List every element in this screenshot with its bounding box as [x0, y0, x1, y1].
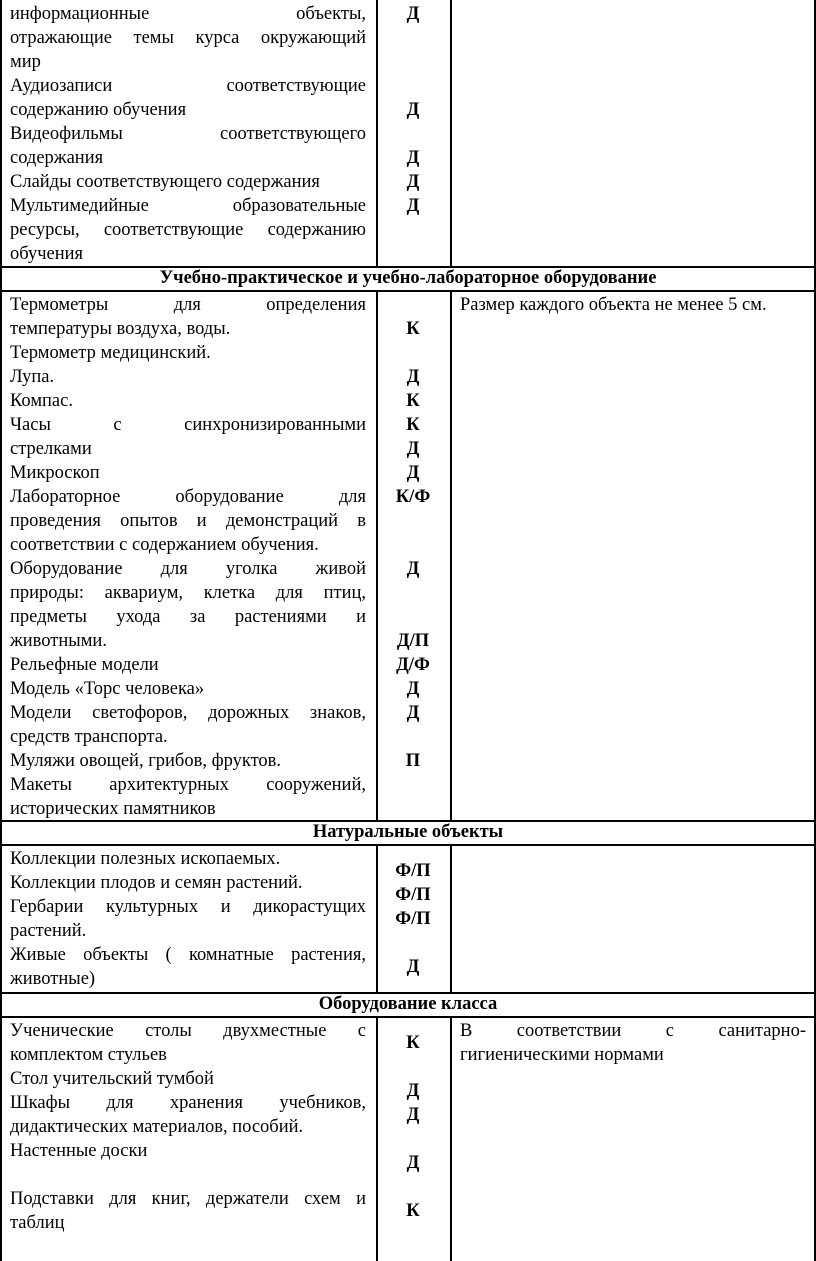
- quantity-code: К: [406, 391, 420, 411]
- item-text-line: Микроскоп: [10, 463, 100, 483]
- item-text-line: Макеты архитектурных сооружений,: [10, 775, 366, 795]
- item-text-line: Стол учительский тумбой: [10, 1069, 214, 1089]
- item-text-line: Оборудование для уголка живой: [10, 559, 366, 579]
- quantity-code: Д: [406, 439, 420, 459]
- item-text-line: стрелками: [10, 439, 92, 459]
- item-text-line: проведения опытов и демонстраций в: [10, 511, 366, 531]
- item-text-line: Видеофильмы соответствующего: [10, 124, 366, 144]
- item-text-line: обучения: [10, 244, 84, 264]
- quantity-code: Д: [406, 172, 420, 192]
- column-divider: [450, 1017, 452, 1261]
- item-text-line: Термометры для определения: [10, 295, 366, 315]
- quantity-code: Ф/П: [395, 861, 431, 881]
- item-text-line: предметы ухода за растениями и: [10, 607, 366, 627]
- item-text-line: Рельефные модели: [10, 655, 159, 675]
- item-text-line: содержанию обучения: [10, 100, 187, 120]
- class-note-line: В соответствии с санитарно-: [460, 1021, 806, 1041]
- quantity-code: Д: [406, 148, 420, 168]
- item-text-line: Муляжи овощей, грибов, фруктов.: [10, 751, 282, 771]
- quantity-code: Д: [406, 703, 420, 723]
- item-text-line: Часы с синхронизированными: [10, 415, 366, 435]
- item-text-line: средств транспорта.: [10, 727, 168, 747]
- item-text-line: природы: аквариум, клетка для птиц,: [10, 583, 366, 603]
- quantity-code: Ф/П: [395, 909, 431, 929]
- column-divider: [376, 0, 378, 267]
- item-text-line: Подставки для книг, держатели схем и: [10, 1189, 366, 1209]
- quantity-code: Д: [406, 957, 420, 977]
- quantity-code: К: [406, 1033, 420, 1053]
- quantity-code: Д: [406, 1081, 420, 1101]
- item-text-line: содержания: [10, 148, 104, 168]
- item-text-line: Мультимедийные образовательные: [10, 196, 366, 216]
- quantity-code: Д/Ф: [396, 655, 430, 675]
- item-text-line: Ученические столы двухместные с: [10, 1021, 366, 1041]
- item-text-line: информационные объекты,: [10, 4, 366, 24]
- item-text-line: животные): [10, 969, 96, 989]
- quantity-code: П: [405, 751, 421, 771]
- quantity-code: Д: [406, 367, 420, 387]
- item-text-line: таблиц: [10, 1213, 65, 1233]
- quantity-code: К/Ф: [395, 487, 431, 507]
- table-border-left: [0, 0, 2, 1261]
- item-text-line: Коллекции полезных ископаемых.: [10, 849, 281, 869]
- item-text-line: температуры воздуха, воды.: [10, 319, 231, 339]
- item-text-line: дидактических материалов, пособий.: [10, 1117, 304, 1137]
- item-text-line: ресурсы, соответствующие содержанию: [10, 220, 366, 240]
- item-text-line: соответствии с содержанием обучения.: [10, 535, 319, 555]
- quantity-code: Д: [406, 559, 420, 579]
- quantity-code: Д: [406, 100, 420, 120]
- quantity-code: Д: [406, 463, 420, 483]
- item-text-line: Гербарии культурных и дикорастущих: [10, 897, 366, 917]
- item-text-line: Живые объекты ( комнатные растения,: [10, 945, 366, 965]
- item-text-line: комплектом стульев: [10, 1045, 167, 1065]
- class-note-line: гигиеническими нормами: [460, 1045, 664, 1065]
- column-divider: [450, 291, 452, 821]
- item-text-line: Коллекции плодов и семян растений.: [10, 873, 303, 893]
- row-divider: [0, 290, 816, 292]
- section-heading-class: Оборудование класса: [318, 994, 498, 1014]
- item-text-line: Настенные доски: [10, 1141, 148, 1161]
- quantity-code: К: [406, 1201, 420, 1221]
- item-text-line: Модель «Торс человека»: [10, 679, 205, 699]
- row-divider: [0, 844, 816, 846]
- column-divider: [450, 0, 452, 267]
- quantity-code: Ф/П: [395, 885, 431, 905]
- quantity-code: Д: [406, 1105, 420, 1125]
- row-divider: [0, 1016, 816, 1018]
- item-text-line: животными.: [10, 631, 107, 651]
- section-heading-natural: Натуральные объекты: [312, 822, 504, 842]
- item-text-line: Модели светофоров, дорожных знаков,: [10, 703, 366, 723]
- item-text-line: растений.: [10, 921, 87, 941]
- quantity-code: Д: [406, 196, 420, 216]
- quantity-code: Д: [406, 679, 420, 699]
- item-text-line: Компас.: [10, 391, 73, 411]
- item-text-line: Слайды соответствующего содержания: [10, 172, 320, 192]
- item-text-line: Лабораторное оборудование для: [10, 487, 366, 507]
- quantity-code: Д: [406, 1153, 420, 1173]
- quantity-code: Д/П: [396, 631, 430, 651]
- item-text-line: исторических памятников: [10, 799, 216, 819]
- section-heading-lab: Учебно-практическое и учебно-лабораторное оборудование: [159, 268, 657, 288]
- item-text-line: мир: [10, 52, 41, 72]
- quantity-code: К: [406, 415, 420, 435]
- lab-note: Размер каждого объекта не менее 5 см.: [460, 295, 767, 315]
- quantity-code: Д: [406, 4, 420, 24]
- quantity-code: К: [406, 319, 420, 339]
- column-divider: [450, 845, 452, 993]
- item-text-line: Аудиозаписи соответствующие: [10, 76, 366, 96]
- item-text-line: Лупа.: [10, 367, 55, 387]
- table-border-right: [814, 0, 816, 1261]
- item-text-line: отражающие темы курса окружающий: [10, 28, 366, 48]
- item-text-line: Термометр медицинский.: [10, 343, 211, 363]
- item-text-line: Шкафы для хранения учебников,: [10, 1093, 366, 1113]
